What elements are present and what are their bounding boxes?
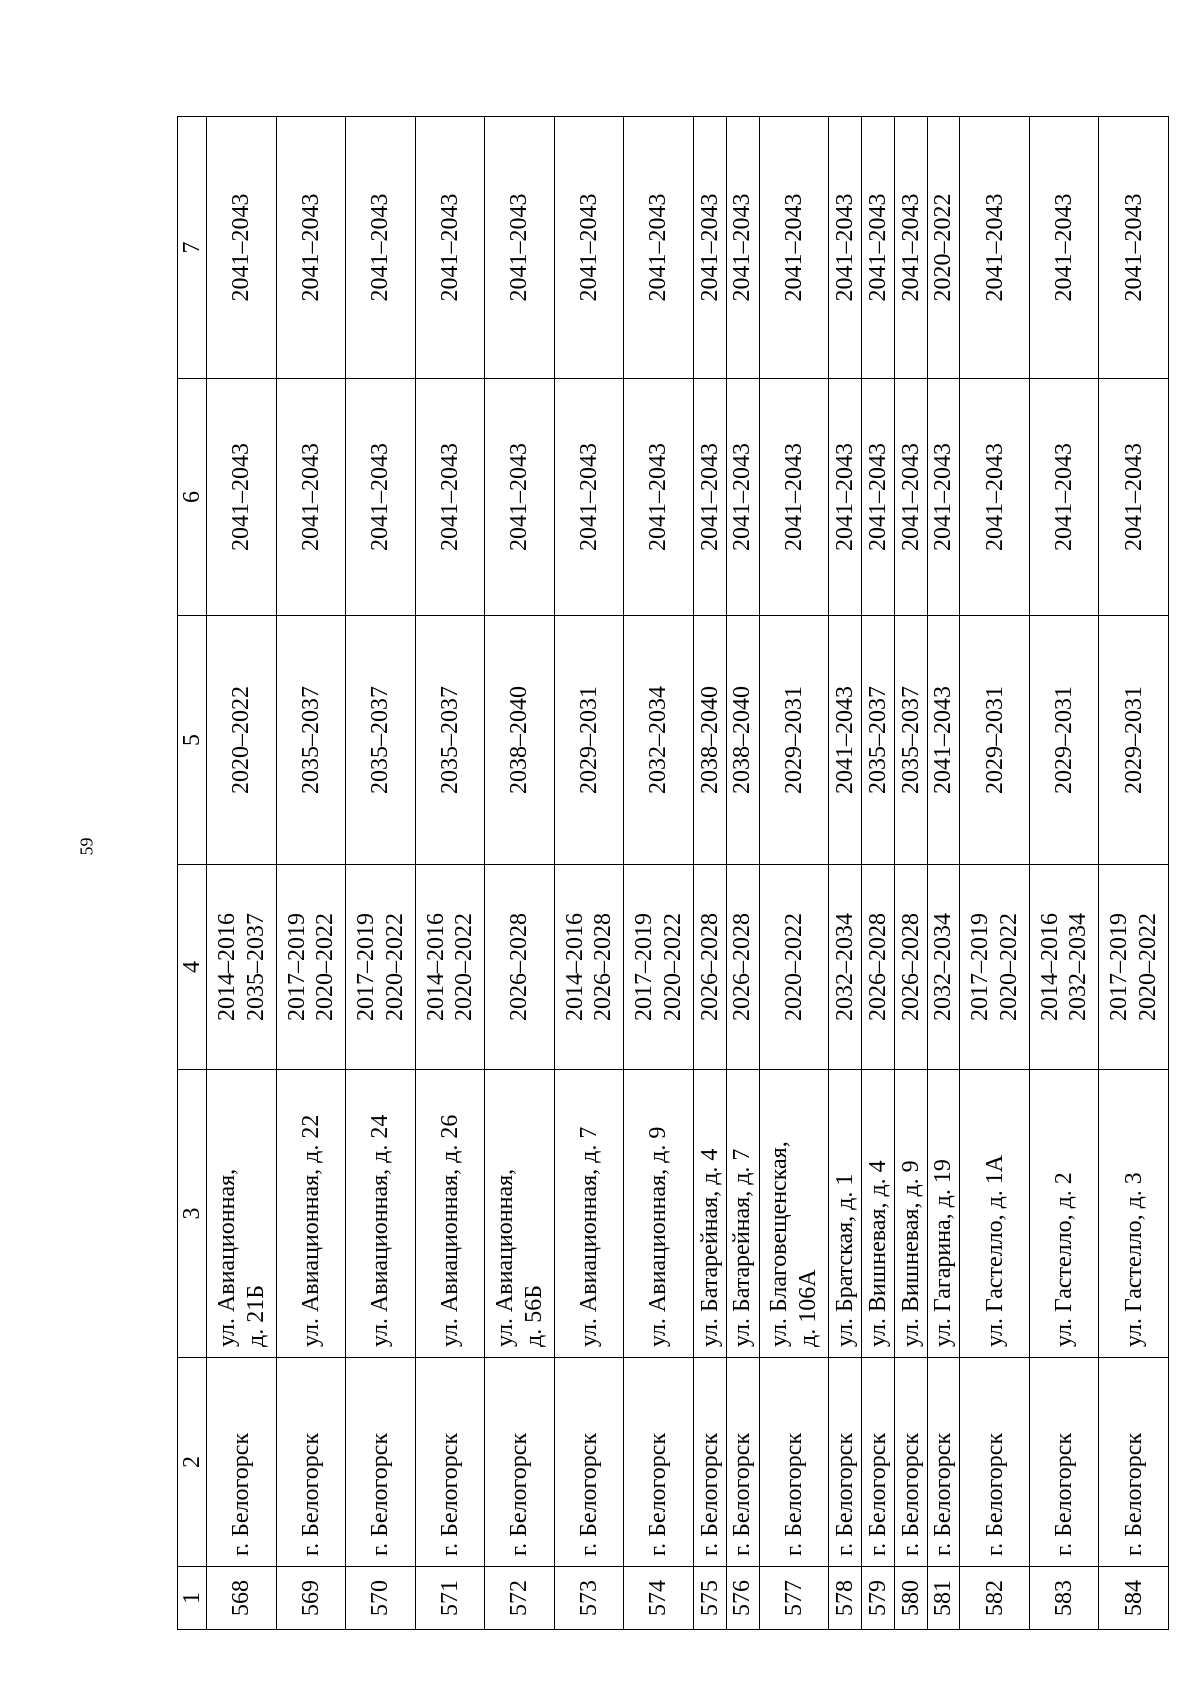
period-col4-cell-line: 2014–2016 xyxy=(1036,913,1063,1021)
period-col6-cell: 2041–2043 xyxy=(693,379,726,616)
header-cell: 1 xyxy=(178,1567,207,1630)
address-cell-line: д. 56Б xyxy=(520,1285,547,1347)
period-col4-cell-line: 2026–2028 xyxy=(897,913,924,1021)
period-col5-cell: 2038–2040 xyxy=(726,616,759,865)
address-cell xyxy=(415,1070,485,1358)
period-col5-cell: 2041–2043 xyxy=(829,616,862,865)
row-number-cell: 578 xyxy=(829,1567,862,1630)
period-col7-cell: 2041–2043 xyxy=(894,117,927,379)
address-cell xyxy=(276,1070,346,1358)
table-row xyxy=(346,117,416,1630)
address-cell-line: ул. Батарейная, д. 4 xyxy=(696,1148,723,1347)
address-cell xyxy=(861,1070,894,1358)
city-cell: г. Белогорск xyxy=(829,1358,862,1567)
address-cell-line: ул. Гастелло, д. 2 xyxy=(1051,1172,1078,1347)
table-row xyxy=(894,117,927,1630)
period-col4-cell xyxy=(207,865,277,1070)
address-cell-line: ул. Гастелло, д. 1А xyxy=(981,1154,1008,1347)
table-row xyxy=(927,117,960,1630)
address-cell-line: ул. Вишневая, д. 4 xyxy=(864,1160,891,1347)
period-col6-cell: 2041–2043 xyxy=(927,379,960,616)
address-cell xyxy=(554,1070,624,1358)
period-col7-cell: 2041–2043 xyxy=(207,117,277,379)
row-number-cell: 583 xyxy=(1029,1567,1099,1630)
period-col7-cell: 2041–2043 xyxy=(346,117,416,379)
address-cell-line: ул. Благовещенская, xyxy=(766,1141,793,1347)
row-number-cell: 582 xyxy=(960,1567,1030,1630)
table-row xyxy=(207,117,277,1630)
address-cell-line: ул. Вишневая, д. 9 xyxy=(897,1160,924,1347)
period-col5-cell: 2035–2037 xyxy=(861,616,894,865)
period-col7-cell: 2041–2043 xyxy=(415,117,485,379)
row-number-cell: 573 xyxy=(554,1567,624,1630)
row-number-cell: 579 xyxy=(861,1567,894,1630)
city-cell: г. Белогорск xyxy=(726,1358,759,1567)
period-col4-cell xyxy=(624,865,694,1070)
period-col4-cell-line: 2032–2034 xyxy=(831,913,858,1021)
period-col4-cell-line: 2020–2022 xyxy=(780,913,807,1021)
row-number-cell: 574 xyxy=(624,1567,694,1630)
table-row xyxy=(276,117,346,1630)
city-cell: г. Белогорск xyxy=(759,1358,829,1567)
row-number-cell: 576 xyxy=(726,1567,759,1630)
period-col7-cell: 2041–2043 xyxy=(624,117,694,379)
period-col4-cell xyxy=(960,865,1030,1070)
period-col6-cell: 2041–2043 xyxy=(485,379,555,616)
period-col6-cell: 2041–2043 xyxy=(1029,379,1099,616)
city-cell: г. Белогорск xyxy=(861,1358,894,1567)
period-col7-cell: 2041–2043 xyxy=(554,117,624,379)
period-col4-cell xyxy=(726,865,759,1070)
period-col6-cell: 2041–2043 xyxy=(415,379,485,616)
table-row xyxy=(1099,117,1169,1630)
period-col4-cell xyxy=(276,865,346,1070)
row-number-cell: 571 xyxy=(415,1567,485,1630)
header-row xyxy=(178,117,207,1630)
period-col4-cell-line: 2032–2034 xyxy=(930,913,957,1021)
period-col5-cell: 2029–2031 xyxy=(1099,616,1169,865)
city-cell: г. Белогорск xyxy=(693,1358,726,1567)
period-col5-cell: 2035–2037 xyxy=(894,616,927,865)
table-row xyxy=(759,117,829,1630)
period-col4-cell xyxy=(346,865,416,1070)
address-cell xyxy=(960,1070,1030,1358)
table-row xyxy=(1029,117,1099,1630)
period-col4-cell xyxy=(1029,865,1099,1070)
address-cell xyxy=(894,1070,927,1358)
period-col4-cell xyxy=(485,865,555,1070)
rotated-table-frame xyxy=(177,117,1169,1630)
address-cell xyxy=(346,1070,416,1358)
row-number-cell: 569 xyxy=(276,1567,346,1630)
address-cell xyxy=(829,1070,862,1358)
period-col7-cell: 2020–2022 xyxy=(927,117,960,379)
period-col4-cell-line: 2020–2022 xyxy=(451,913,478,1021)
period-col5-cell: 2032–2034 xyxy=(624,616,694,865)
header-cell: 3 xyxy=(178,1070,207,1358)
period-col6-cell: 2041–2043 xyxy=(207,379,277,616)
period-col4-cell-line: 2026–2028 xyxy=(506,913,533,1021)
address-cell-line: д. 106А xyxy=(794,1269,821,1347)
address-cell-line: ул. Авиационная, д. 26 xyxy=(436,1114,463,1347)
period-col5-cell: 2029–2031 xyxy=(759,616,829,865)
city-cell: г. Белогорск xyxy=(927,1358,960,1567)
address-cell xyxy=(693,1070,726,1358)
period-col4-cell-line: 2026–2028 xyxy=(864,913,891,1021)
city-cell: г. Белогорск xyxy=(1099,1358,1169,1567)
period-col4-cell-line: 2020–2022 xyxy=(312,913,339,1021)
table-row xyxy=(554,117,624,1630)
address-cell-line: ул. Авиационная, д. 9 xyxy=(645,1126,672,1347)
period-col6-cell: 2041–2043 xyxy=(276,379,346,616)
period-col7-cell: 2041–2043 xyxy=(759,117,829,379)
address-cell-line: ул. Авиационная, д. 22 xyxy=(297,1114,324,1347)
address-cell xyxy=(207,1070,277,1358)
period-col4-cell xyxy=(829,865,862,1070)
period-col5-cell: 2035–2037 xyxy=(415,616,485,865)
city-cell: г. Белогорск xyxy=(276,1358,346,1567)
period-col4-cell-line: 2017–2019 xyxy=(1106,913,1133,1021)
address-cell-line: ул. Авиационная, xyxy=(492,1168,519,1347)
period-col5-cell: 2038–2040 xyxy=(485,616,555,865)
city-cell: г. Белогорск xyxy=(346,1358,416,1567)
row-number-cell: 577 xyxy=(759,1567,829,1630)
period-col7-cell: 2041–2043 xyxy=(726,117,759,379)
header-cell: 6 xyxy=(178,379,207,616)
period-col4-cell-line: 2035–2037 xyxy=(242,913,269,1021)
period-col5-cell: 2038–2040 xyxy=(693,616,726,865)
period-col6-cell: 2041–2043 xyxy=(960,379,1030,616)
address-cell-line: ул. Батарейная, д. 7 xyxy=(729,1148,756,1347)
city-cell: г. Белогорск xyxy=(1029,1358,1099,1567)
period-col7-cell: 2041–2043 xyxy=(276,117,346,379)
period-col6-cell: 2041–2043 xyxy=(554,379,624,616)
table-row xyxy=(415,117,485,1630)
row-number-cell: 568 xyxy=(207,1567,277,1630)
page-number: 59 xyxy=(76,837,97,856)
period-col5-cell: 2029–2031 xyxy=(554,616,624,865)
period-col4-cell-line: 2017–2019 xyxy=(283,913,310,1021)
address-cell-line: ул. Братская, д. 1 xyxy=(831,1173,858,1347)
period-col6-cell: 2041–2043 xyxy=(346,379,416,616)
address-cell xyxy=(927,1070,960,1358)
period-col6-cell: 2041–2043 xyxy=(894,379,927,616)
address-cell-line: ул. Гагарина, д. 19 xyxy=(930,1159,957,1347)
period-col4-cell xyxy=(554,865,624,1070)
row-number-cell: 580 xyxy=(894,1567,927,1630)
period-col7-cell: 2041–2043 xyxy=(1029,117,1099,379)
period-col5-cell: 2035–2037 xyxy=(276,616,346,865)
period-col4-cell-line: 2020–2022 xyxy=(995,913,1022,1021)
period-col4-cell-line: 2017–2019 xyxy=(631,913,658,1021)
table-body xyxy=(207,117,1169,1630)
address-cell xyxy=(1029,1070,1099,1358)
period-col7-cell: 2041–2043 xyxy=(693,117,726,379)
address-cell xyxy=(759,1070,829,1358)
city-cell: г. Белогорск xyxy=(960,1358,1030,1567)
address-cell xyxy=(624,1070,694,1358)
period-col5-cell: 2029–2031 xyxy=(960,616,1030,865)
period-col4-cell-line: 2032–2034 xyxy=(1065,913,1092,1021)
period-col5-cell: 2029–2031 xyxy=(1029,616,1099,865)
address-cell-line: ул. Гастелло, д. 3 xyxy=(1120,1172,1147,1347)
address-cell xyxy=(1099,1070,1169,1358)
period-col4-cell-line: 2020–2022 xyxy=(1134,913,1161,1021)
period-col6-cell: 2041–2043 xyxy=(726,379,759,616)
period-col7-cell: 2041–2043 xyxy=(1099,117,1169,379)
period-col7-cell: 2041–2043 xyxy=(861,117,894,379)
table-row xyxy=(726,117,759,1630)
period-col4-cell-line: 2014–2016 xyxy=(214,913,241,1021)
period-col4-cell-line: 2017–2019 xyxy=(967,913,994,1021)
table-row xyxy=(960,117,1030,1630)
city-cell: г. Белогорск xyxy=(415,1358,485,1567)
city-cell: г. Белогорск xyxy=(485,1358,555,1567)
period-col4-cell-line: 2026–2028 xyxy=(590,913,617,1021)
period-col4-cell-line: 2026–2028 xyxy=(696,913,723,1021)
address-cell-line: ул. Авиационная, д. 7 xyxy=(575,1126,602,1347)
period-col4-cell-line: 2017–2019 xyxy=(353,913,380,1021)
row-number-cell: 570 xyxy=(346,1567,416,1630)
address-cell xyxy=(726,1070,759,1358)
period-col4-cell xyxy=(861,865,894,1070)
row-number-cell: 575 xyxy=(693,1567,726,1630)
period-col6-cell: 2041–2043 xyxy=(861,379,894,616)
period-col4-cell xyxy=(927,865,960,1070)
address-cell-line: ул. Авиационная, xyxy=(214,1168,241,1347)
row-number-cell: 572 xyxy=(485,1567,555,1630)
period-col4-cell xyxy=(759,865,829,1070)
period-col4-cell-line: 2020–2022 xyxy=(659,913,686,1021)
city-cell: г. Белогорск xyxy=(554,1358,624,1567)
header-cell: 2 xyxy=(178,1358,207,1567)
period-col5-cell: 2035–2037 xyxy=(346,616,416,865)
city-cell: г. Белогорск xyxy=(207,1358,277,1567)
period-col6-cell: 2041–2043 xyxy=(624,379,694,616)
address-cell-line: ул. Авиационная, д. 24 xyxy=(367,1114,394,1347)
header-cell: 7 xyxy=(178,117,207,379)
city-cell: г. Белогорск xyxy=(894,1358,927,1567)
period-col4-cell-line: 2014–2016 xyxy=(422,913,449,1021)
period-col5-cell: 2041–2043 xyxy=(927,616,960,865)
table-row xyxy=(861,117,894,1630)
period-col7-cell: 2041–2043 xyxy=(485,117,555,379)
period-col4-cell xyxy=(894,865,927,1070)
table-row xyxy=(624,117,694,1630)
period-col5-cell: 2020–2022 xyxy=(207,616,277,865)
header-cell: 4 xyxy=(178,865,207,1070)
table-row xyxy=(485,117,555,1630)
period-col7-cell: 2041–2043 xyxy=(829,117,862,379)
period-col6-cell: 2041–2043 xyxy=(759,379,829,616)
period-col4-cell-line: 2020–2022 xyxy=(381,913,408,1021)
row-number-cell: 584 xyxy=(1099,1567,1169,1630)
period-col4-cell xyxy=(693,865,726,1070)
period-col4-cell-line: 2026–2028 xyxy=(729,913,756,1021)
address-cell-line: д. 21Б xyxy=(242,1285,269,1347)
period-col4-cell xyxy=(415,865,485,1070)
header-cell: 5 xyxy=(178,616,207,865)
row-number-cell: 581 xyxy=(927,1567,960,1630)
period-col4-cell xyxy=(1099,865,1169,1070)
period-col4-cell-line: 2014–2016 xyxy=(561,913,588,1021)
period-col6-cell: 2041–2043 xyxy=(829,379,862,616)
address-cell xyxy=(485,1070,555,1358)
schedule-table xyxy=(177,116,1169,1630)
period-col7-cell: 2041–2043 xyxy=(960,117,1030,379)
table-row xyxy=(829,117,862,1630)
period-col6-cell: 2041–2043 xyxy=(1099,379,1169,616)
city-cell: г. Белогорск xyxy=(624,1358,694,1567)
table-row xyxy=(693,117,726,1630)
